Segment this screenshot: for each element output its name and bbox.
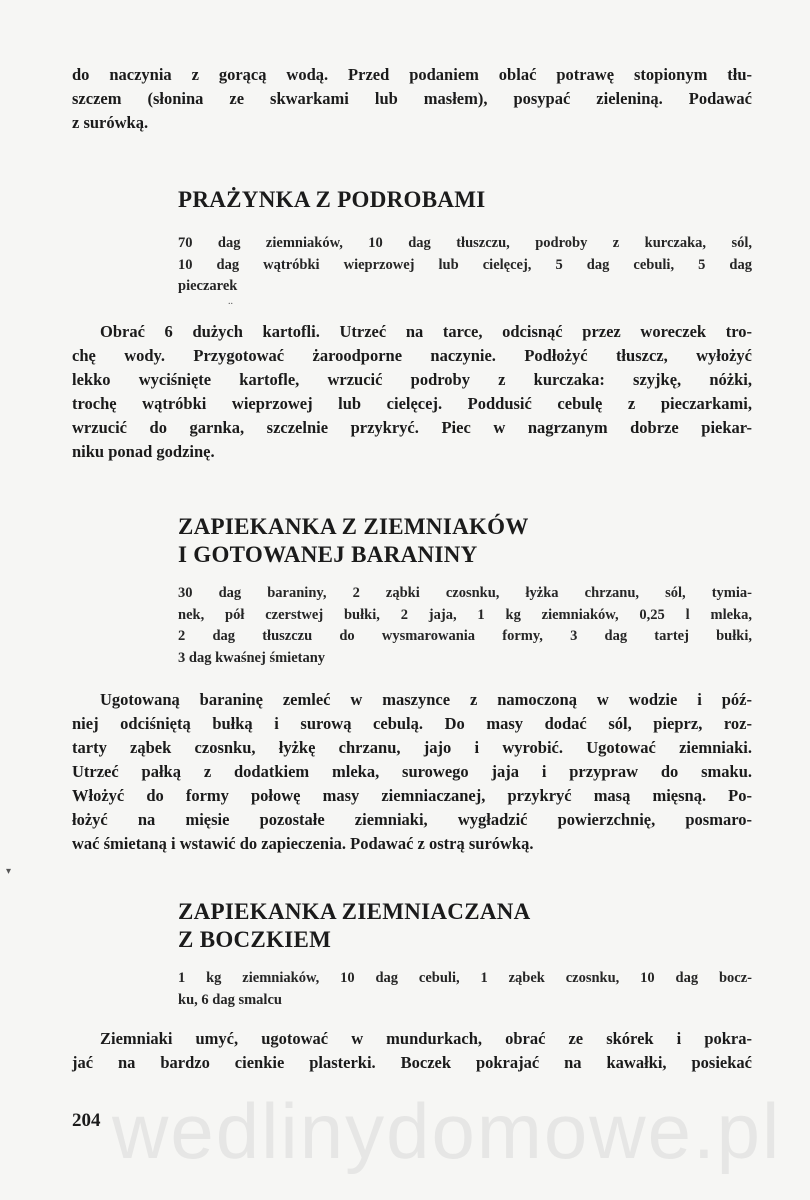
text-line: Ziemniaki umyć, ugotować w mundurkach, obrać ze skórek i pokra- — [100, 1029, 752, 1048]
text-line: jać na bardzo cienkie plasterki. Boczek pokrajać na kawałki, posiekać — [72, 1053, 752, 1072]
page-number: 204 — [72, 1110, 101, 1131]
print-speck: .. — [228, 296, 233, 307]
recipe-title — [178, 186, 738, 214]
text-line: niku ponad godzinę. — [72, 442, 215, 461]
text-line: niej odciśniętą bułką i surową cebulą. Do masy dodać sól, pieprz, roz- — [72, 714, 752, 733]
text-line: Ugotowaną baraninę zemleć w maszynce z namoczoną w wodzie i póź- — [100, 690, 752, 709]
recipe-body — [72, 688, 752, 856]
title-line: ZAPIEKANKA ZIEMNIACZANA — [178, 899, 531, 924]
ingredient-line: pieczarek — [178, 278, 238, 294]
text-line: wać śmietaną i wstawić do zapieczenia. Podawać z ostrą surówką. — [72, 834, 534, 853]
ingredient-line: 2 dag tłuszczu do wysmarowania formy, 3 dag tartej bułki, — [178, 628, 752, 644]
text-line: lekko wyciśnięte kartofle, wrzucić podroby z kurczaka: szyjkę, nóżki, — [72, 370, 752, 389]
title-line: PRAŻYNKA Z PODROBAMI — [178, 187, 486, 212]
recipe-title — [178, 898, 738, 954]
ingredient-line: ku, 6 dag smalcu — [178, 991, 282, 1008]
title-line: ZAPIEKANKA Z ZIEMNIAKÓW — [178, 514, 529, 539]
title-line: Z BOCZKIEM — [178, 927, 332, 952]
ingredients-list — [178, 583, 752, 669]
ingredient-line: 10 dag wątróbki wieprzowej lub cielęcej, 5 dag cebuli, 5 dag — [178, 256, 752, 273]
ingredient-line: 3 dag kwaśnej śmietany — [178, 649, 326, 666]
ingredient-line: 70 dag ziemniaków, 10 dag tłuszczu, podroby z kurczaka, sól, — [178, 235, 752, 251]
watermark: wedlinydomowe.pl — [112, 1087, 782, 1175]
ingredient-line: 30 dag baraniny, 2 ząbki czosnku, łyżka chrzanu, sól, tymia- — [178, 585, 752, 601]
recipe-body — [72, 1027, 752, 1075]
text-line: szczem (słonina ze skwarkami lub masłem), posypać zieleniną. Podawać — [72, 89, 752, 108]
text-line: z surówką. — [72, 113, 149, 132]
recipe-title — [178, 513, 738, 569]
recipe-body — [72, 320, 752, 464]
text-line: wrzucić do garnka, szczelnie przykryć. Piec w nagrzanym dobrze piekar- — [72, 418, 752, 437]
text-line: chę wody. Przygotować żaroodporne naczynie. Podłożyć tłuszcz, wyłożyć — [72, 346, 752, 365]
intro-paragraph — [72, 63, 752, 135]
ingredients-list — [178, 968, 752, 1011]
text-line: trochę wątróbki wieprzowej lub cielęcej. Poddusić cebulę z pieczarkami, — [72, 394, 752, 413]
text-line: Utrzeć pałką z dodatkiem mleka, surowego jaja i przypraw do smaku. — [72, 762, 752, 781]
print-speck: ▾ — [6, 866, 12, 877]
ingredients-list — [178, 233, 752, 298]
text-line: Włożyć do formy połowę masy ziemniaczanej, przykryć masą mięsną. Po- — [72, 786, 752, 805]
text-line: Obrać 6 dużych kartofli. Utrzeć na tarce, odcisnąć przez woreczek tro- — [100, 322, 752, 341]
ingredient-line: nek, pół czerstwej bułki, 2 jaja, 1 kg ziemniaków, 0,25 l mleka, — [178, 606, 752, 623]
text-line: tarty ząbek czosnku, łyżkę chrzanu, jajo i wyrobić. Ugotować ziemniaki. — [72, 738, 752, 757]
text-line: do naczynia z gorącą wodą. Przed podaniem oblać potrawę stopionym tłu- — [72, 65, 752, 84]
text-line: łożyć na mięsie pozostałe ziemniaki, wygładzić powierzchnię, posmaro- — [72, 810, 752, 829]
ingredient-line: 1 kg ziemniaków, 10 dag cebuli, 1 ząbek czosnku, 10 dag bocz- — [178, 970, 752, 986]
title-line: I GOTOWANEJ BARANINY — [178, 542, 478, 567]
